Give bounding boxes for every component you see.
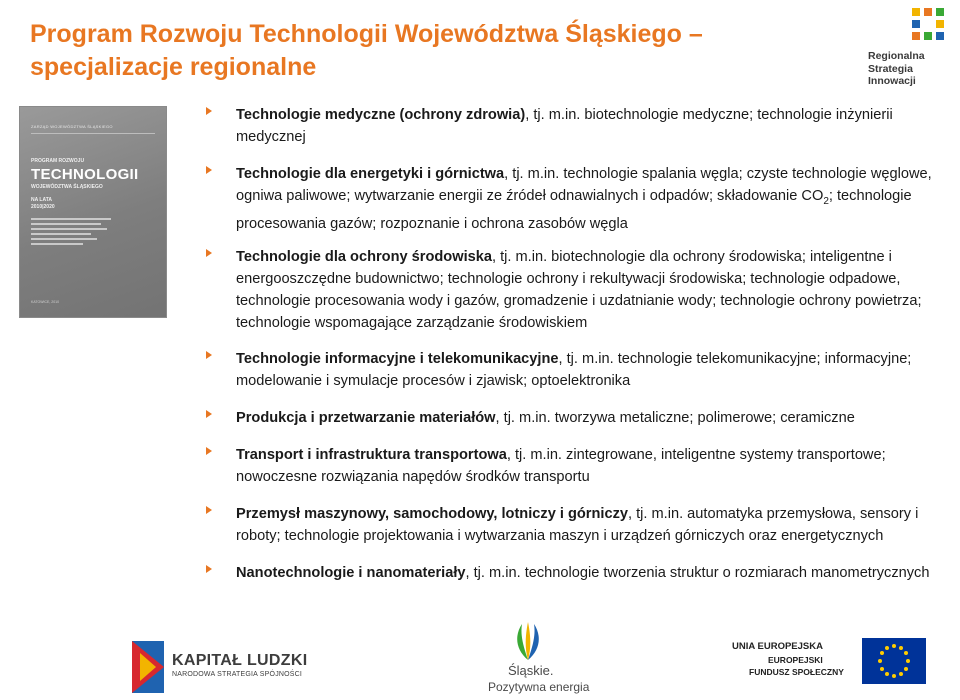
- eu-line2: EUROPEJSKI: [768, 655, 823, 665]
- rsi-logo-text: [868, 50, 925, 88]
- slaskie-logo-icon: [506, 620, 550, 662]
- kapital-ludzki-title: KAPITAŁ LUDZKI: [172, 652, 308, 669]
- book-subtitle: WOJEWÓDZTWA ŚLĄSKIEGO: [31, 184, 103, 190]
- item-text: , tj. m.in. technologie telekomunikacyjne; informacyjne; modelowanie i symulacje procesów i zjawisk; optoelektronika: [236, 351, 912, 389]
- bullet-icon: [206, 410, 212, 418]
- eu-title: UNIA EUROPEJSKA: [732, 641, 823, 652]
- item-text: , tj. m.in. tworzywa metaliczne; polimerowe; ceramiczne: [495, 410, 855, 426]
- list-item: [206, 246, 944, 334]
- item-text-continued: ; technologie procesowania gazów; rozpoznanie i ochrona zasobów węgla: [236, 188, 912, 232]
- item-text: , tj. m.in. biotechnologie medyczne; technologie inżynierii medycznej: [236, 107, 893, 145]
- book-footer: KATOWICE, 2010: [31, 300, 60, 304]
- bullet-icon: [206, 351, 212, 359]
- rsi-line3: Innowacji: [868, 75, 916, 87]
- list-item: [206, 348, 944, 392]
- item-text: , tj. m.in. automatyka przemysłowa, sensory i roboty; technologie projektowania i wytwarzania maszyn i urządzeń górniczych oraz energetycznych: [236, 506, 919, 544]
- item-heading: Transport i infrastruktura transportowa: [236, 447, 507, 463]
- book-na-lata: NA LATA: [31, 197, 53, 203]
- book-cover-image: [19, 106, 167, 318]
- item-heading: Produkcja i przetwarzanie materiałów: [236, 410, 496, 426]
- item-heading: Technologie dla energetyki i górnictwa: [236, 166, 505, 182]
- eu-flag-icon: [862, 638, 926, 684]
- book-divider: [31, 133, 155, 134]
- bullet-icon: [206, 565, 212, 573]
- item-heading: Technologie medyczne (ochrony zdrowia): [236, 107, 526, 123]
- bullet-icon: [206, 447, 212, 455]
- rsi-line1: Regionalna: [868, 50, 925, 62]
- list-item: [206, 444, 944, 488]
- list-item: [206, 503, 944, 547]
- book-small-text: [31, 218, 111, 248]
- book-years: 2010|2020: [31, 204, 55, 210]
- list-item: [206, 104, 944, 148]
- item-heading: Przemysł maszynowy, samochodowy, lotniczy i górniczy: [236, 506, 628, 522]
- list-item: [206, 163, 944, 235]
- book-top-text: ZARZĄD WOJEWÓDZTWA ŚLĄSKIEGO: [31, 124, 113, 129]
- item-subscript: 2: [823, 195, 829, 207]
- rsi-line2: Strategia: [868, 62, 913, 75]
- bullet-icon: [206, 506, 212, 514]
- eu-line3: FUNDUSZ SPOŁECZNY: [749, 667, 844, 677]
- item-text: , tj. m.in. biotechnologie dla ochrony środowiska; inteligentne i energooszczędne budownictwo; technologie ochrony i rekultywacji środowiska; technologie odpadowe, technologie procesowania wody i gazów, gromadzenie i uzdatnianie wody; technologie ochrony powietrza; technologie wspomagające zarządzanie środowiskiem: [236, 249, 922, 331]
- item-text: , tj. m.in. technologie tworzenia struktur o rozmiarach manometrycznych: [465, 565, 930, 581]
- slaskie-text: Śląskie.: [508, 663, 554, 678]
- list-item: [206, 562, 944, 584]
- book-program: PROGRAM ROZWOJU: [31, 158, 85, 164]
- item-heading: Technologie dla ochrony środowiska: [236, 249, 492, 265]
- item-text: , tj. m.in. technologie spalania węgla; czyste technologie węglowe, ogniwa paliwowe; wytwarzanie energii ze źródeł odnawialnych i odpadów; składowanie CO: [236, 166, 932, 204]
- bullet-icon: [206, 249, 212, 257]
- bullet-icon: [206, 107, 212, 115]
- item-heading: Nanotechnologie i nanomateriały: [236, 565, 466, 581]
- list-item: [206, 407, 944, 429]
- item-text: , tj. m.in. zintegrowane, inteligentne systemy transportowe; nowoczesne rozwiązania napędów środków transportu: [236, 447, 886, 485]
- slaskie-slogan: Pozytywna energia: [488, 680, 590, 694]
- book-title: TECHNOLOGII: [31, 166, 139, 183]
- bullet-icon: [206, 166, 212, 174]
- kapital-ludzki-subtitle: NARODOWA STRATEGIA SPÓJNOŚCI: [172, 671, 303, 678]
- item-heading: Technologie informacyjne i telekomunikacyjne: [236, 351, 559, 367]
- page-title: Program Rozwoju Technologii Województwa Śląskiego – specjalizacje regionalne: [30, 20, 703, 81]
